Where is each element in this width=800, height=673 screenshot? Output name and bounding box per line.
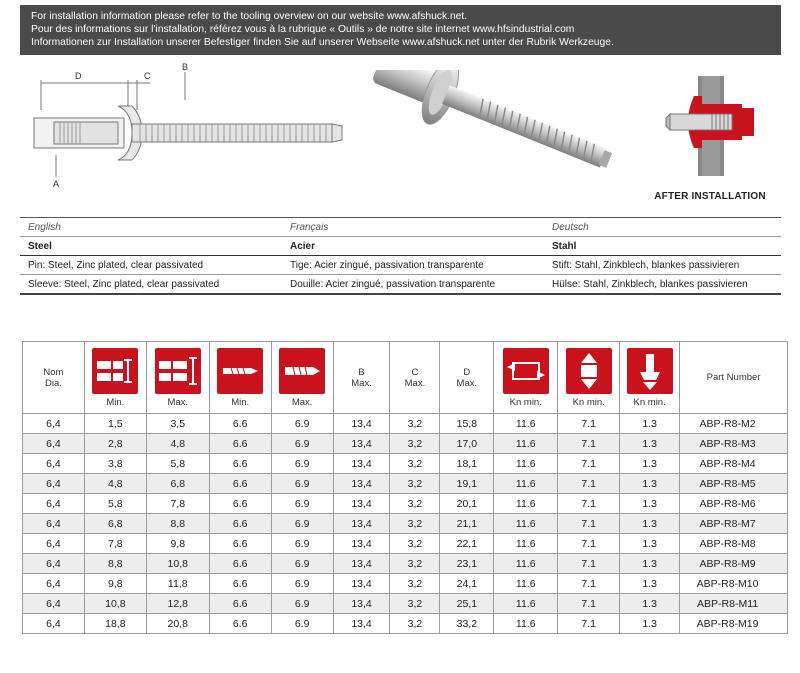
material-group-de: Stahl [544,237,781,256]
cell-pin-retention: 1.3 [620,614,680,634]
cell-nom-dia: 6,4 [23,574,85,594]
cell-c-max: 3,2 [390,454,440,474]
shear-strength-icon [503,348,549,394]
table-row [23,434,788,454]
cell-tensile: 7.1 [558,474,620,494]
col-shear [494,342,558,414]
cell-tensile: 7.1 [558,554,620,574]
cell-d-max: 15,8 [440,414,494,434]
cell-pin-retention: 1.3 [620,574,680,594]
table-row [23,554,788,574]
cell-b-max: 13,4 [333,554,390,574]
cell-shear: 11.6 [494,454,558,474]
cell-nom-dia: 6,4 [23,594,85,614]
lang-english: English [20,218,282,237]
cell-shear: 11.6 [494,414,558,434]
cell-shear: 11.6 [494,594,558,614]
cell-shear: 11.6 [494,434,558,454]
col-hole-min-label: Min. [231,396,250,408]
cell-c-max: 3,2 [390,554,440,574]
cell-nom-dia: 6,4 [23,474,85,494]
cell-hole-max: 6.9 [271,434,333,454]
cell-tensile: 7.1 [558,594,620,614]
cell-grip-max: 8,8 [146,514,209,534]
cell-d-max: 33,2 [440,614,494,634]
cell-b-max: 13,4 [333,494,390,514]
cell-part-number: ABP-R8-M5 [680,474,788,494]
col-pin-retention-label: Kn min. [633,396,666,408]
lang-german: Deutsch [544,218,781,237]
cell-tensile: 7.1 [558,414,620,434]
material-group-en: Steel [20,237,282,256]
cell-hole-max: 6.9 [271,474,333,494]
col-b-max-label: B Max. [351,366,372,389]
cell-c-max: 3,2 [390,414,440,434]
table-row [23,534,788,554]
sleeve-material-fr: Douille: Acier zingué, passivation transparente [282,275,544,295]
cell-hole-max: 6.9 [271,514,333,534]
cell-grip-min: 6,8 [84,514,146,534]
cell-grip-max: 6,8 [146,474,209,494]
cell-grip-min: 7,8 [84,534,146,554]
cell-c-max: 3,2 [390,514,440,534]
cell-grip-max: 10,8 [146,554,209,574]
cell-grip-min: 1,5 [84,414,146,434]
cell-shear: 11.6 [494,554,558,574]
sleeve-material-en: Sleeve: Steel, Zinc plated, clear passivated [20,275,282,295]
cell-grip-min: 4,8 [84,474,146,494]
cell-grip-min: 10,8 [84,594,146,614]
cell-nom-dia: 6,4 [23,514,85,534]
cell-shear: 11.6 [494,514,558,534]
cell-grip-max: 7,8 [146,494,209,514]
cell-shear: 11.6 [494,494,558,514]
hole-min-icon [217,348,263,394]
cell-hole-min: 6.6 [209,594,271,614]
col-grip-max [146,342,209,414]
cell-pin-retention: 1.3 [620,554,680,574]
cell-grip-max: 3,5 [146,414,209,434]
cell-d-max: 25,1 [440,594,494,614]
label-b: B [182,62,189,72]
cell-part-number: ABP-R8-M10 [680,574,788,594]
grip-max-icon [155,348,201,394]
col-hole-max-label: Max. [291,396,313,408]
pin-material-en: Pin: Steel, Zinc plated, clear passivated [20,256,282,275]
cell-b-max: 13,4 [333,514,390,534]
cell-grip-max: 12,8 [146,594,209,614]
cell-grip-max: 4,8 [146,434,209,454]
cell-d-max: 20,1 [440,494,494,514]
cell-shear: 11.6 [494,474,558,494]
lang-french: Français [282,218,544,237]
cell-nom-dia: 6,4 [23,614,85,634]
cell-tensile: 7.1 [558,574,620,594]
cell-grip-max: 5,8 [146,454,209,474]
cell-pin-retention: 1.3 [620,514,680,534]
cell-nom-dia: 6,4 [23,534,85,554]
cell-b-max: 13,4 [333,534,390,554]
cell-grip-min: 5,8 [84,494,146,514]
col-d-max [440,342,494,414]
specification-table [22,341,788,634]
cell-d-max: 24,1 [440,574,494,594]
cell-hole-max: 6.9 [271,574,333,594]
grip-min-icon [92,348,138,394]
cell-tensile: 7.1 [558,614,620,634]
cell-b-max: 13,4 [333,574,390,594]
cell-hole-max: 6.9 [271,414,333,434]
cell-b-max: 13,4 [333,454,390,474]
cell-pin-retention: 1.3 [620,534,680,554]
cell-hole-max: 6.9 [271,614,333,634]
after-installation-image [650,68,770,178]
table-row [23,454,788,474]
info-line-french: Pour des informations sur l'installation, référez vous à la rubrique « Outils » de notre site internet www.hfsindustrial.com [31,24,575,35]
hole-max-icon [279,348,325,394]
cell-hole-min: 6.6 [209,514,271,534]
cell-part-number: ABP-R8-M3 [680,434,788,454]
cell-hole-min: 6.6 [209,414,271,434]
cell-tensile: 7.1 [558,514,620,534]
info-line-german: Informationen zur Installation unserer Befestiger finden Sie auf unserer Webseite www.afshuck.net unter der Rubrik Werkzeuge. [31,37,614,48]
installation-info-banner [20,5,781,55]
cell-part-number: ABP-R8-M7 [680,514,788,534]
cell-part-number: ABP-R8-M4 [680,454,788,474]
cell-b-max: 13,4 [333,414,390,434]
col-nom-dia-label: Nom Dia. [43,366,64,389]
cell-tensile: 7.1 [558,454,620,474]
material-group-fr: Acier [282,237,544,256]
cell-d-max: 22,1 [440,534,494,554]
cell-d-max: 23,1 [440,554,494,574]
cell-hole-min: 6.6 [209,434,271,454]
cell-part-number: ABP-R8-M19 [680,614,788,634]
cell-hole-min: 6.6 [209,614,271,634]
cell-hole-min: 6.6 [209,454,271,474]
cell-d-max: 19,1 [440,474,494,494]
cell-tensile: 7.1 [558,434,620,454]
cell-shear: 11.6 [494,614,558,634]
cell-grip-max: 20,8 [146,614,209,634]
cell-tensile: 7.1 [558,494,620,514]
rivet-dimension-drawing [20,60,350,200]
cell-pin-retention: 1.3 [620,414,680,434]
col-grip-min-label: Min. [106,396,125,408]
cell-pin-retention: 1.3 [620,434,680,454]
cell-hole-max: 6.9 [271,554,333,574]
cell-c-max: 3,2 [390,614,440,634]
table-row [23,494,788,514]
spec-header-row [23,342,788,414]
cell-nom-dia: 6,4 [23,494,85,514]
info-line-english: For installation information please refer to the tooling overview on our website www.afshuck.net. [31,11,468,22]
cell-nom-dia: 6,4 [23,554,85,574]
sleeve-material-de: Hülse: Stahl, Zinkblech, blankes passivieren [544,275,781,295]
table-row [23,514,788,534]
table-row [23,474,788,494]
cell-grip-min: 2,8 [84,434,146,454]
cell-grip-max: 9,8 [146,534,209,554]
col-hole-min [209,342,271,414]
col-tensile-label: Kn min. [572,396,605,408]
col-shear-label: Kn min. [509,396,542,408]
cell-pin-retention: 1.3 [620,594,680,614]
cell-hole-max: 6.9 [271,494,333,514]
col-part-number-label: Part Number [706,372,761,383]
table-row [23,414,788,434]
cell-c-max: 3,2 [390,494,440,514]
table-row [23,574,788,594]
after-installation-label: AFTER INSTALLATION [654,191,766,202]
col-grip-max-label: Max. [167,396,189,408]
label-d: D [75,71,82,81]
col-c-max-label: C Max. [404,366,426,389]
materials-table [20,217,781,295]
col-pin-retention [620,342,680,414]
cell-part-number: ABP-R8-M11 [680,594,788,614]
label-c: C [144,71,151,81]
col-b-max [333,342,390,414]
cell-b-max: 13,4 [333,434,390,454]
cell-c-max: 3,2 [390,534,440,554]
cell-nom-dia: 6,4 [23,414,85,434]
cell-hole-max: 6.9 [271,534,333,554]
cell-nom-dia: 6,4 [23,454,85,474]
cell-shear: 11.6 [494,574,558,594]
rivet-product-image [350,70,630,200]
cell-nom-dia: 6,4 [23,434,85,454]
col-nom-dia [23,342,85,414]
cell-pin-retention: 1.3 [620,474,680,494]
cell-pin-retention: 1.3 [620,454,680,474]
cell-d-max: 17,0 [440,434,494,454]
cell-pin-retention: 1.3 [620,494,680,514]
cell-part-number: ABP-R8-M8 [680,534,788,554]
cell-part-number: ABP-R8-M9 [680,554,788,574]
cell-c-max: 3,2 [390,594,440,614]
cell-b-max: 13,4 [333,594,390,614]
pin-material-fr: Tige: Acier zingué, passivation transparente [282,256,544,275]
col-hole-max [271,342,333,414]
table-row [23,594,788,614]
cell-c-max: 3,2 [390,574,440,594]
cell-b-max: 13,4 [333,614,390,634]
cell-hole-min: 6.6 [209,574,271,594]
cell-hole-min: 6.6 [209,494,271,514]
col-d-max-label: D Max. [456,366,478,389]
cell-tensile: 7.1 [558,534,620,554]
tensile-strength-icon [566,348,612,394]
cell-c-max: 3,2 [390,434,440,454]
pin-retention-icon [627,348,673,394]
col-c-max [390,342,440,414]
cell-hole-min: 6.6 [209,554,271,574]
col-grip-min [84,342,146,414]
table-row [23,614,788,634]
cell-part-number: ABP-R8-M2 [680,414,788,434]
label-a: A [53,179,60,189]
cell-part-number: ABP-R8-M6 [680,494,788,514]
cell-grip-max: 11,8 [146,574,209,594]
pin-material-de: Stift: Stahl, Zinkblech, blankes passivieren [544,256,781,275]
cell-hole-max: 6.9 [271,594,333,614]
cell-hole-min: 6.6 [209,534,271,554]
cell-d-max: 21,1 [440,514,494,534]
spec-table-body [23,414,788,634]
col-part-number [680,342,788,414]
cell-shear: 11.6 [494,534,558,554]
cell-b-max: 13,4 [333,474,390,494]
cell-grip-min: 8,8 [84,554,146,574]
cell-c-max: 3,2 [390,474,440,494]
cell-hole-max: 6.9 [271,454,333,474]
cell-grip-min: 9,8 [84,574,146,594]
cell-hole-min: 6.6 [209,474,271,494]
cell-grip-min: 18,8 [84,614,146,634]
cell-d-max: 18,1 [440,454,494,474]
cell-grip-min: 3,8 [84,454,146,474]
col-tensile [558,342,620,414]
